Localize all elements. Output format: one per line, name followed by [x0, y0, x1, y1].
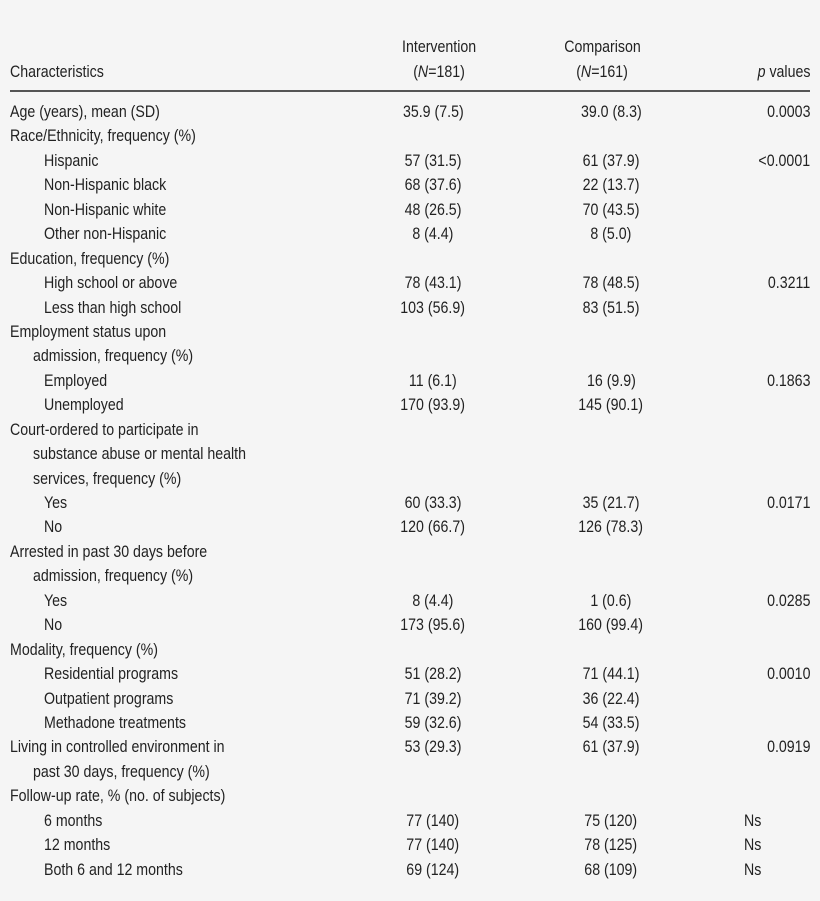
table-row [10, 344, 810, 368]
cell-comparison: 160 (99.4) [578, 616, 644, 635]
table-row [10, 784, 810, 808]
cell-intervention [383, 540, 483, 564]
cell-intervention [383, 784, 483, 808]
table-row [10, 613, 810, 637]
table-row [10, 222, 810, 246]
cell-comparison [561, 564, 661, 588]
row-subitem-label: Non-Hispanic white [44, 200, 167, 219]
header-comparison [552, 35, 652, 85]
row-subitem-label: Residential programs [44, 665, 179, 684]
table-row [10, 467, 810, 491]
row-category-label: Employment status upon [10, 322, 167, 341]
header-comparison-n: (N=161) [576, 63, 628, 81]
cell-comparison: 71 (44.1) [582, 665, 640, 684]
table-row [10, 296, 810, 320]
header-characteristics-label: Characteristics [10, 63, 104, 81]
row-category-label: Education, frequency (%) [10, 249, 170, 268]
cell-intervention: 71 (39.2) [404, 689, 462, 708]
cell-comparison: 61 (37.9) [582, 151, 640, 170]
table-row [10, 393, 810, 417]
table-row [10, 271, 810, 295]
cell-p-value: Ns [744, 811, 762, 830]
cell-comparison [561, 467, 661, 491]
cell-p-value: Ns [744, 860, 762, 879]
cell-comparison: 75 (120) [584, 811, 638, 830]
cell-intervention: 77 (140) [406, 836, 460, 855]
cell-p-value: 0.1863 [766, 371, 810, 390]
row-category-label: Age (years), mean (SD) [10, 103, 160, 121]
table-header [10, 0, 810, 92]
cell-intervention: 173 (95.6) [400, 616, 466, 635]
row-category-label: Court-ordered to participate in [10, 420, 199, 439]
table-row [10, 589, 810, 613]
row-subitem-label: Employed [44, 371, 108, 390]
table-row [10, 198, 810, 222]
row-category-label: Arrested in past 30 days before [10, 542, 208, 561]
row-subitem-label: 12 months [44, 836, 111, 855]
cell-comparison: 8 (5.0) [590, 225, 632, 244]
cell-p-value: 0.3211 [767, 274, 810, 293]
cell-intervention [383, 760, 483, 784]
table-row [10, 638, 810, 662]
cell-intervention: 48 (26.5) [404, 200, 462, 219]
cell-comparison [561, 320, 661, 344]
row-category-continuation: admission, frequency (%) [33, 347, 194, 366]
cell-intervention: 103 (56.9) [400, 298, 466, 317]
cell-intervention: 60 (33.3) [404, 494, 462, 512]
row-subitem-label: Hispanic [44, 151, 99, 170]
cell-intervention: 57 (31.5) [404, 151, 462, 170]
cell-intervention: 78 (43.1) [404, 274, 462, 293]
cell-comparison: 145 (90.1) [578, 396, 644, 415]
cell-comparison: 1 (0.6) [590, 591, 632, 610]
row-subitem-label: Other non-Hispanic [44, 225, 167, 244]
header-characteristics [10, 60, 119, 85]
row-subitem-label: Unemployed [44, 396, 124, 415]
cell-intervention [383, 344, 483, 368]
cell-comparison: 54 (33.5) [582, 713, 640, 732]
header-intervention-n: (N=181) [413, 63, 465, 81]
cell-intervention [383, 320, 483, 344]
cell-p-value: Ns [744, 836, 762, 855]
row-category-label: Follow-up rate, % (no. of subjects) [10, 787, 226, 806]
cell-comparison: 78 (125) [584, 836, 638, 855]
header-intervention [389, 35, 489, 85]
cell-intervention [383, 418, 483, 442]
table-row [10, 173, 810, 197]
cell-comparison: 68 (109) [584, 860, 638, 879]
table-body [10, 100, 810, 882]
row-subitem-label: Yes [44, 494, 68, 512]
cell-intervention: 120 (66.7) [400, 518, 466, 537]
cell-comparison: 78 (48.5) [582, 274, 640, 293]
cell-comparison [561, 760, 661, 784]
row-subitem-label: Non-Hispanic black [44, 176, 167, 195]
cell-intervention [383, 638, 483, 662]
cell-intervention: 68 (37.6) [404, 176, 462, 195]
cell-intervention [383, 247, 483, 271]
cell-intervention: 77 (140) [406, 811, 460, 830]
table-row [10, 491, 810, 515]
cell-comparison: 83 (51.5) [582, 298, 640, 317]
table-row [10, 858, 810, 882]
table-row [10, 369, 810, 393]
header-p-values [749, 60, 810, 85]
cell-p-value: 0.0919 [766, 738, 810, 757]
row-category-label: Living in controlled environment in [10, 738, 225, 757]
cell-intervention: 8 (4.4) [412, 225, 454, 244]
cell-p-value: 0.0010 [766, 665, 810, 684]
cell-comparison [561, 124, 661, 148]
table-row [10, 687, 810, 711]
table-row [10, 442, 810, 466]
header-comparison-label: Comparison [563, 38, 641, 56]
table-row [10, 760, 810, 784]
cell-comparison [561, 442, 661, 466]
row-category-continuation: past 30 days, frequency (%) [33, 762, 210, 781]
table-row [10, 711, 810, 735]
header-rule [10, 90, 810, 92]
cell-intervention [383, 442, 483, 466]
row-category-label: Modality, frequency (%) [10, 640, 159, 659]
cell-intervention: 11 (6.1) [409, 371, 457, 390]
row-subitem-label: Outpatient programs [44, 689, 174, 708]
cell-comparison [561, 247, 661, 271]
row-subitem-label: No [44, 518, 63, 537]
cell-intervention: 8 (4.4) [412, 591, 454, 610]
row-subitem-label: Yes [44, 591, 68, 610]
cell-intervention: 53 (29.3) [404, 738, 462, 757]
row-category-label: Race/Ethnicity, frequency (%) [10, 127, 196, 146]
row-subitem-label: No [44, 616, 63, 635]
cell-intervention: 59 (32.6) [404, 713, 462, 732]
cell-comparison: 35 (21.7) [582, 494, 640, 512]
table-row [10, 124, 810, 148]
row-category-continuation: admission, frequency (%) [33, 567, 194, 586]
cell-intervention: 51 (28.2) [404, 665, 462, 684]
header-p-values-label: p values [757, 63, 810, 81]
header-intervention-label: Intervention [401, 38, 477, 56]
cell-p-value: 0.0171 [766, 494, 810, 512]
table-row [10, 735, 810, 759]
table-row [10, 418, 810, 442]
cell-intervention: 170 (93.9) [400, 396, 466, 415]
cell-comparison: 39.0 (8.3) [580, 103, 642, 121]
cell-p-value: 0.0285 [766, 591, 810, 610]
table-row [10, 540, 810, 564]
cell-intervention: 35.9 (7.5) [402, 103, 464, 121]
cell-comparison [561, 784, 661, 808]
row-subitem-label: 6 months [44, 811, 103, 830]
row-subitem-label: Methadone treatments [44, 713, 186, 732]
cell-intervention [383, 564, 483, 588]
table-row [10, 809, 810, 833]
table-row [10, 833, 810, 857]
row-category-continuation: services, frequency (%) [33, 469, 182, 488]
cell-comparison [561, 344, 661, 368]
table-row [10, 320, 810, 344]
table-row [10, 662, 810, 686]
cell-intervention: 69 (124) [406, 860, 460, 879]
table-row [10, 564, 810, 588]
cell-intervention [383, 467, 483, 491]
cell-comparison: 70 (43.5) [582, 200, 640, 219]
row-subitem-label: Less than high school [44, 298, 182, 317]
row-subitem-label: Both 6 and 12 months [44, 860, 183, 879]
cell-comparison: 22 (13.7) [582, 176, 640, 195]
cell-comparison [561, 418, 661, 442]
table-row [10, 149, 810, 173]
cell-comparison: 36 (22.4) [582, 689, 640, 708]
cell-comparison: 126 (78.3) [578, 518, 644, 537]
cell-p-value: 0.0003 [766, 103, 810, 121]
table-row [10, 515, 810, 539]
table-row [10, 247, 810, 271]
row-category-continuation: substance abuse or mental health [33, 445, 246, 464]
cell-intervention [383, 124, 483, 148]
cell-p-value: <0.0001 [758, 151, 810, 170]
cell-comparison: 16 (9.9) [586, 371, 636, 390]
cell-comparison [561, 540, 661, 564]
cell-comparison [561, 638, 661, 662]
table-row [10, 100, 810, 124]
row-subitem-label: High school or above [44, 274, 178, 293]
cell-comparison: 61 (37.9) [582, 738, 640, 757]
